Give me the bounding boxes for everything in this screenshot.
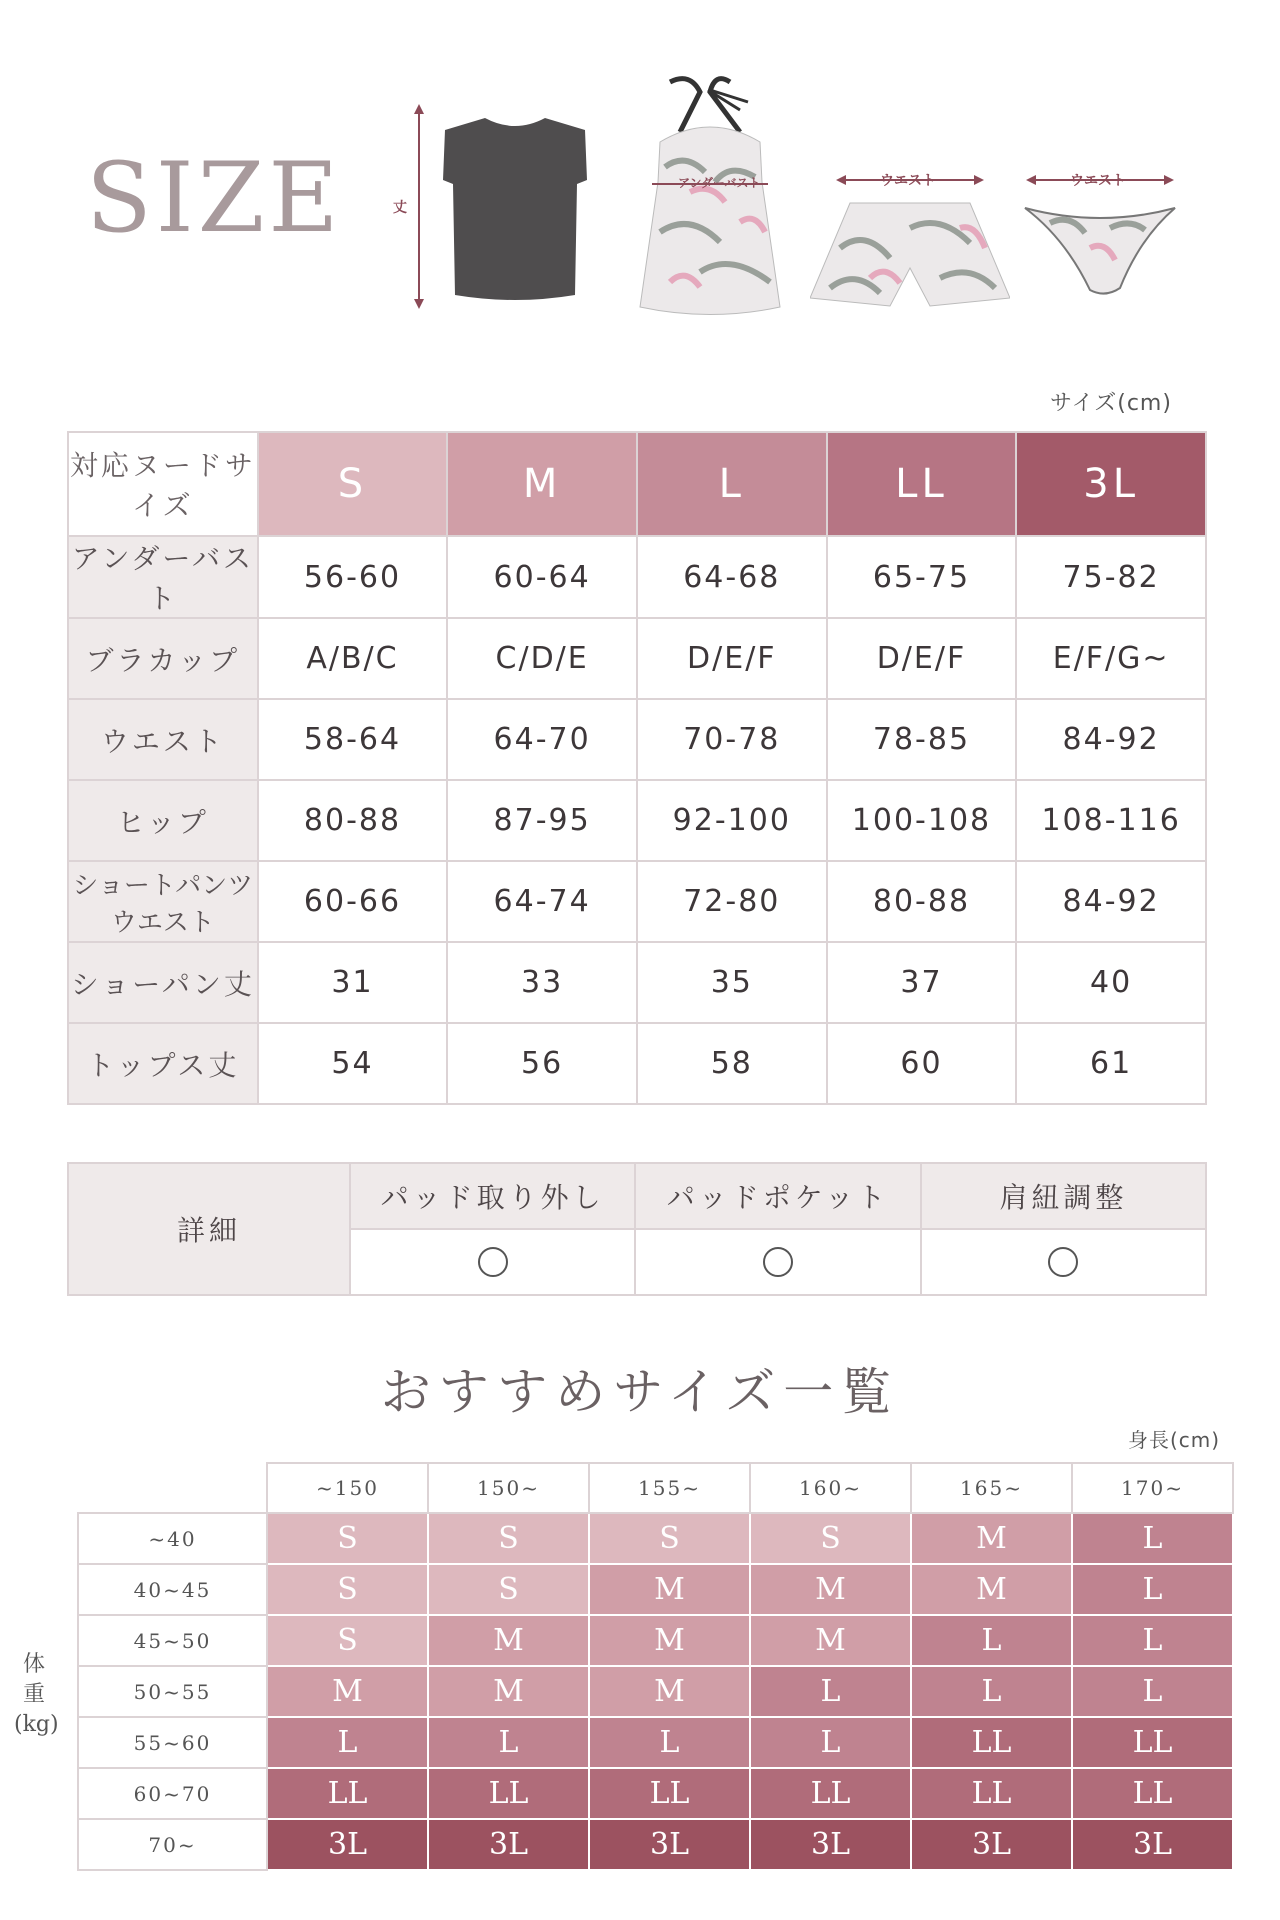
size-cell: L: [750, 1666, 911, 1717]
under-bust-label: アンダーバスト: [678, 176, 761, 190]
table-cell: 56: [447, 1023, 637, 1104]
height-header: 155~: [589, 1463, 750, 1513]
size-unit-label: サイズ(cm): [1050, 391, 1172, 416]
size-header-l: L: [637, 432, 827, 536]
size-cell: M: [911, 1564, 1072, 1615]
table-cell: 70-78: [637, 699, 827, 780]
table-cell: 60: [827, 1023, 1017, 1104]
size-cell: S: [589, 1513, 750, 1564]
size-cell: 3L: [589, 1819, 750, 1870]
table-row: [68, 1023, 1206, 1104]
size-cell: 3L: [267, 1819, 428, 1870]
table-cell: D/E/F: [827, 618, 1017, 699]
weight-header: 60~70: [78, 1768, 267, 1819]
table-cell: 80-88: [258, 780, 448, 861]
row-label: ヒップ: [68, 780, 258, 861]
table-row: [78, 1819, 1233, 1870]
size-cell: M: [750, 1615, 911, 1666]
size-cell: L: [1072, 1564, 1233, 1615]
size-cell: S: [267, 1615, 428, 1666]
table-cell: 40: [1016, 942, 1206, 1023]
length-label: 丈: [393, 200, 407, 216]
circle-mark-icon: [763, 1247, 793, 1277]
table-row: [78, 1666, 1233, 1717]
height-header: 160~: [750, 1463, 911, 1513]
height-header: 165~: [911, 1463, 1072, 1513]
circle-mark-icon: [1048, 1247, 1078, 1277]
table-cell: 60-66: [258, 861, 448, 942]
table-cell: 64-74: [447, 861, 637, 942]
shorts-illustration: [810, 168, 1010, 318]
details-table: [67, 1162, 1207, 1296]
table-cell: E/F/G~: [1016, 618, 1206, 699]
size-cell: S: [428, 1564, 589, 1615]
halter-top-illustration: [630, 72, 790, 322]
table-cell: 64-70: [447, 699, 637, 780]
table-cell: 78-85: [827, 699, 1017, 780]
table-cell: 108-116: [1016, 780, 1206, 861]
table-corner: [78, 1463, 267, 1513]
detail-header: パッドポケット: [635, 1163, 920, 1229]
size-cell: L: [267, 1717, 428, 1768]
size-corner-label: 対応ヌードサイズ: [68, 432, 258, 536]
table-row: [68, 780, 1206, 861]
size-cell: M: [589, 1615, 750, 1666]
size-cell: L: [911, 1615, 1072, 1666]
row-label: トップス丈: [68, 1023, 258, 1104]
weight-header: 40~45: [78, 1564, 267, 1615]
size-table: [67, 431, 1207, 1105]
circle-mark-icon: [478, 1247, 508, 1277]
table-row: [78, 1564, 1233, 1615]
size-cell: L: [589, 1717, 750, 1768]
size-cell: LL: [911, 1768, 1072, 1819]
row-label: ショートパンツウエスト: [68, 861, 258, 942]
weight-header: ~40: [78, 1513, 267, 1564]
table-cell: 60-64: [447, 536, 637, 618]
table-cell: 65-75: [827, 536, 1017, 618]
shorts-waist-label: ウエスト: [880, 173, 936, 189]
table-cell: 64-68: [637, 536, 827, 618]
size-cell: M: [267, 1666, 428, 1717]
height-unit-label: 身長(cm): [1128, 1428, 1221, 1452]
table-row: [78, 1717, 1233, 1768]
size-cell: L: [1072, 1666, 1233, 1717]
size-cell: L: [1072, 1615, 1233, 1666]
weight-header: 55~60: [78, 1717, 267, 1768]
table-cell: D/E/F: [637, 618, 827, 699]
size-header-3l: 3L: [1016, 432, 1206, 536]
detail-value: [635, 1229, 920, 1295]
table-cell: 72-80: [637, 861, 827, 942]
table-row: [78, 1768, 1233, 1819]
row-label: ウエスト: [68, 699, 258, 780]
table-cell: 87-95: [447, 780, 637, 861]
size-cell: 3L: [428, 1819, 589, 1870]
row-label: アンダーバスト: [68, 536, 258, 618]
table-row: [78, 1615, 1233, 1666]
recommendation-table: [77, 1462, 1234, 1871]
size-cell: 3L: [1072, 1819, 1233, 1870]
height-header: 150~: [428, 1463, 589, 1513]
size-cell: L: [911, 1666, 1072, 1717]
height-header: ~150: [267, 1463, 428, 1513]
table-cell: 84-92: [1016, 861, 1206, 942]
table-row: [68, 536, 1206, 618]
size-cell: S: [750, 1513, 911, 1564]
size-cell: M: [589, 1666, 750, 1717]
size-cell: LL: [428, 1768, 589, 1819]
size-cell: LL: [267, 1768, 428, 1819]
size-cell: LL: [750, 1768, 911, 1819]
table-cell: 80-88: [827, 861, 1017, 942]
details-label: 詳細: [68, 1163, 350, 1295]
table-row: [68, 861, 1206, 942]
detail-value: [921, 1229, 1206, 1295]
weight-header: 70~: [78, 1819, 267, 1870]
size-header-s: S: [258, 432, 448, 536]
height-header: 170~: [1072, 1463, 1233, 1513]
table-cell: 33: [447, 942, 637, 1023]
weight-header: 50~55: [78, 1666, 267, 1717]
row-label: ブラカップ: [68, 618, 258, 699]
table-cell: 58: [637, 1023, 827, 1104]
table-cell: 56-60: [258, 536, 448, 618]
size-cell: 3L: [911, 1819, 1072, 1870]
size-cell: M: [589, 1564, 750, 1615]
table-cell: 61: [1016, 1023, 1206, 1104]
table-row: [68, 699, 1206, 780]
size-cell: L: [428, 1717, 589, 1768]
size-cell: M: [428, 1666, 589, 1717]
size-cell: LL: [1072, 1768, 1233, 1819]
table-cell: 84-92: [1016, 699, 1206, 780]
table-cell: 35: [637, 942, 827, 1023]
table-cell: 58-64: [258, 699, 448, 780]
size-cell: LL: [1072, 1717, 1233, 1768]
table-cell: 37: [827, 942, 1017, 1023]
size-header-m: M: [447, 432, 637, 536]
table-cell: 54: [258, 1023, 448, 1104]
size-cell: LL: [589, 1768, 750, 1819]
size-cell: LL: [911, 1717, 1072, 1768]
size-header-row: [68, 432, 1206, 536]
size-cell: S: [428, 1513, 589, 1564]
weight-header: 45~50: [78, 1615, 267, 1666]
size-cell: S: [267, 1513, 428, 1564]
detail-header: 肩紐調整: [921, 1163, 1206, 1229]
table-row: [68, 942, 1206, 1023]
table-cell: 92-100: [637, 780, 827, 861]
size-header-ll: LL: [827, 432, 1017, 536]
size-cell: S: [267, 1564, 428, 1615]
table-cell: 31: [258, 942, 448, 1023]
size-cell: M: [428, 1615, 589, 1666]
table-cell: C/D/E: [447, 618, 637, 699]
row-label: ショーパン丈: [68, 942, 258, 1023]
size-cell: L: [750, 1717, 911, 1768]
size-cell: L: [1072, 1513, 1233, 1564]
detail-header: パッド取り外し: [350, 1163, 635, 1229]
size-cell: M: [750, 1564, 911, 1615]
size-cell: M: [911, 1513, 1072, 1564]
table-row: [78, 1513, 1233, 1564]
bottom-waist-label: ウエスト: [1070, 173, 1126, 189]
table-cell: A/B/C: [258, 618, 448, 699]
detail-value: [350, 1229, 635, 1295]
size-title: SIZE: [86, 142, 343, 254]
tshirt-illustration: [405, 100, 625, 320]
recommendation-title: おすすめサイズ一覧: [380, 1363, 900, 1421]
table-cell: 75-82: [1016, 536, 1206, 618]
weight-axis-label: 体 重 (kg): [14, 1652, 59, 1737]
table-row: [68, 618, 1206, 699]
table-cell: 100-108: [827, 780, 1017, 861]
size-cell: 3L: [750, 1819, 911, 1870]
